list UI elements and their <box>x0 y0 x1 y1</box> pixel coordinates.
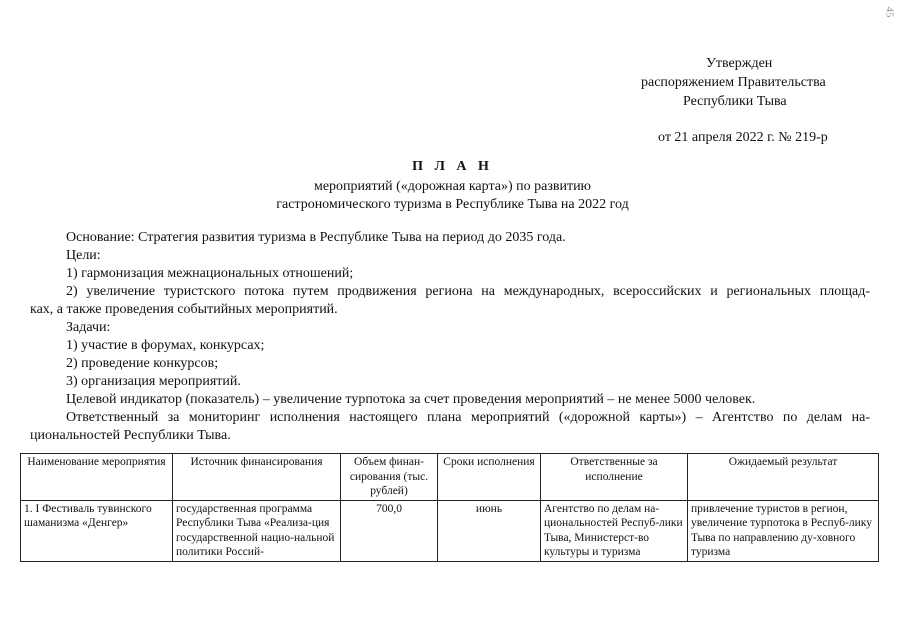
goal-item: 2) увеличение туристского потока путем продвижения региона на международных, всероссийских и региональных площад- <box>66 284 870 299</box>
funding-amount-cell: 700,0 <box>341 500 438 561</box>
expected-result-cell: привлечение туристов в регион, увеличение турпотока в Респуб-лику Тыва по направлению ду-ховного туризма <box>688 500 879 561</box>
basis-text: Основание: Стратегия развития туризма в Республике Тыва на период до 2035 года. <box>66 230 566 245</box>
header-cell: Ожидаемый результат <box>688 454 879 501</box>
approval-date: от 21 апреля 2022 г. № 219-р <box>658 130 828 145</box>
header-cell: Источник финансирования <box>173 454 341 501</box>
goals-label: Цели: <box>66 248 101 263</box>
header-cell: Сроки исполнения <box>438 454 541 501</box>
responsible-text: Ответственный за мониторинг исполнения настоящего плана мероприятий («дорожной карты») – Агентство по делам на- <box>66 410 870 425</box>
approval-line: Утвержден <box>706 56 773 71</box>
funding-source-cell: государственная программа Республики Тыва «Реализа-ция государственной нацио-нальной политики Россий- <box>173 500 341 561</box>
indicator-text: Целевой индикатор (показатель) – увеличение турпотока за счет проведения мероприятий – не менее 5000 человек. <box>66 392 756 407</box>
page-number-mark: 45 <box>883 6 896 18</box>
task-item: 1) участие в форумах, конкурсах; <box>66 338 265 353</box>
title-line: мероприятий («дорожная карта») по развитию <box>313 179 592 194</box>
header-cell: Наименование мероприятия <box>21 454 173 501</box>
title-line: гастрономического туризма в Республике Тыва на 2022 год <box>276 197 629 212</box>
approval-line: Республики Тыва <box>683 94 787 109</box>
table-row <box>21 500 879 561</box>
responsible-text-continuation: циональностей Республики Тыва. <box>30 428 231 443</box>
event-name-cell: 1. I Фестиваль тувинского шаманизма «Денгер» <box>21 500 173 561</box>
title-main: П Л А Н <box>412 159 493 174</box>
header-cell: Объем финан-сирования (тыс. рублей) <box>341 454 438 501</box>
approval-line: распоряжением Правительства <box>641 75 826 90</box>
header-cell: Ответственные за исполнение <box>541 454 688 501</box>
goal-item-continuation: ках, а также проведения событийных мероприятий. <box>30 302 338 317</box>
goal-item: 1) гармонизация межнациональных отношений; <box>66 266 354 281</box>
plan-table <box>20 453 879 562</box>
task-item: 3) организация мероприятий. <box>66 374 241 389</box>
document-body <box>30 229 872 445</box>
responsible-cell: Агентство по делам на-циональностей Респуб-лики Тыва, Министерст-во культуры и туризма <box>541 500 688 561</box>
tasks-label: Задачи: <box>66 320 111 335</box>
table-header-row <box>21 454 879 501</box>
task-item: 2) проведение конкурсов; <box>66 356 219 371</box>
deadline-cell: июнь <box>438 500 541 561</box>
